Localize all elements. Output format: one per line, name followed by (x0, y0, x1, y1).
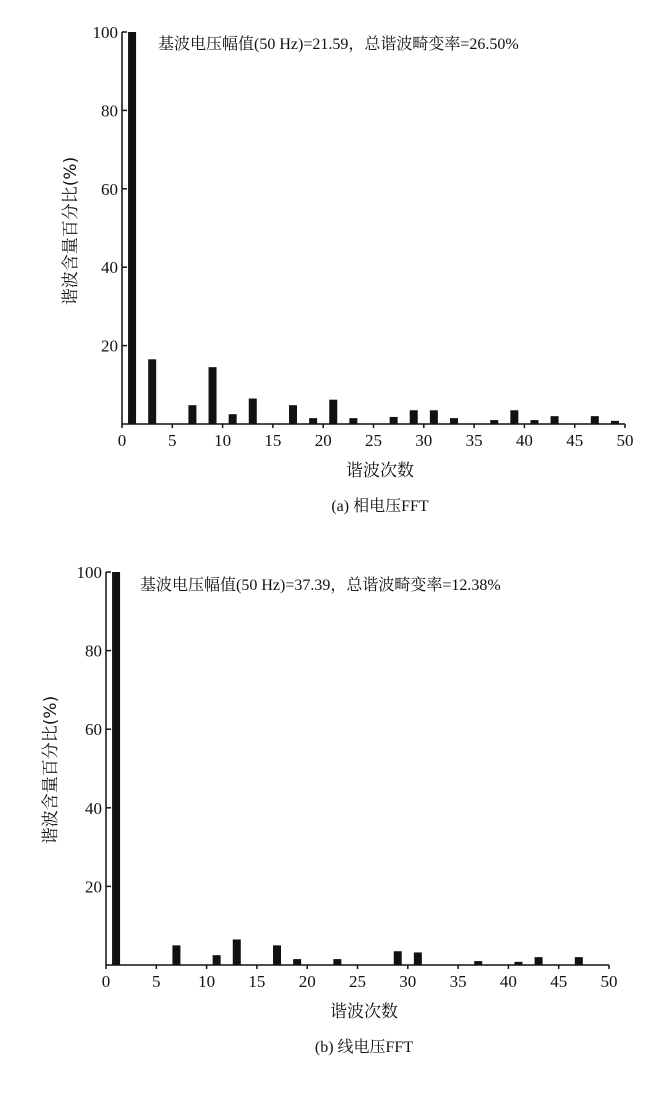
y-tick-label: 80 (101, 101, 118, 121)
x-tick-label: 20 (298, 972, 316, 991)
bar-harmonic-13 (249, 399, 257, 424)
bar-harmonic-49 (611, 421, 619, 424)
x-tick-label: 40 (515, 431, 533, 450)
y-axis-title: 谐波含量百分比(%) (61, 156, 81, 306)
annotation-text: 基波电压幅值(50 Hz)=21.59，总谐波畸变率=26.50% (158, 36, 519, 53)
bar-harmonic-11 (213, 955, 221, 965)
bar-harmonic-29 (410, 410, 418, 424)
bar-harmonic-17 (273, 945, 281, 965)
plot-area (77, 563, 618, 991)
bar-harmonic-43 (535, 957, 543, 965)
bar-harmonic-47 (591, 416, 599, 424)
bar-harmonic-37 (490, 420, 498, 424)
y-tick-label: 60 (85, 720, 102, 740)
bar-harmonic-33 (450, 418, 458, 424)
chart-caption: (a) 相电压FFT (331, 498, 429, 515)
bar-harmonic-39 (510, 410, 518, 424)
y-tick-label: 60 (101, 179, 118, 199)
y-tick-label: 100 (92, 23, 118, 42)
bar-harmonic-7 (172, 945, 180, 965)
x-tick-label: 35 (449, 972, 467, 991)
bar-harmonic-3 (148, 359, 156, 424)
bar-harmonic-11 (229, 414, 237, 424)
bar-harmonic-13 (233, 939, 241, 965)
chart-line-voltage-fft (0, 540, 664, 1060)
x-tick-label: 35 (465, 431, 483, 450)
x-tick-label: 30 (415, 431, 433, 450)
x-tick-label: 0 (117, 431, 127, 450)
x-tick-label: 45 (566, 431, 584, 450)
bar-harmonic-43 (551, 416, 559, 424)
bar-harmonic-19 (293, 959, 301, 965)
y-tick-label: 40 (101, 258, 118, 278)
x-tick-label: 40 (499, 972, 517, 991)
x-tick-label: 15 (264, 431, 282, 450)
x-tick-label: 10 (198, 972, 216, 991)
bar-harmonic-1 (112, 572, 120, 965)
y-axis-title: 谐波含量百分比(%) (41, 695, 61, 845)
x-tick-label: 25 (365, 431, 382, 450)
bar-harmonic-19 (309, 418, 317, 424)
x-tick-label: 20 (314, 431, 332, 450)
x-tick-label: 45 (550, 972, 568, 991)
y-tick-label: 40 (85, 798, 102, 818)
plot-area (93, 23, 634, 450)
bar-harmonic-23 (349, 418, 357, 424)
bar-harmonic-9 (209, 367, 217, 424)
x-axis-title: 谐波次数 (346, 461, 414, 481)
bar-harmonic-23 (333, 959, 341, 965)
bar-harmonic-37 (474, 961, 482, 965)
chart-caption: (b) 线电压FFT (314, 1039, 414, 1056)
bar-harmonic-47 (575, 957, 583, 965)
x-tick-label: 30 (399, 972, 417, 991)
x-axis-title: 谐波次数 (330, 1002, 398, 1022)
bar-harmonic-27 (390, 417, 398, 424)
x-tick-label: 5 (152, 972, 161, 991)
bar-harmonic-31 (414, 952, 422, 965)
bar-harmonic-29 (394, 951, 402, 965)
chart-phase-voltage-fft (0, 0, 664, 530)
bar-harmonic-21 (329, 400, 337, 424)
y-tick-label: 80 (85, 641, 102, 661)
y-tick-label: 20 (85, 877, 102, 897)
bar-harmonic-41 (514, 962, 522, 965)
y-tick-label: 20 (101, 336, 118, 356)
x-tick-label: 0 (101, 972, 111, 991)
x-tick-label: 5 (168, 431, 177, 450)
bar-harmonic-31 (430, 410, 438, 424)
x-tick-label: 50 (616, 431, 634, 450)
annotation-text: 基波电压幅值(50 Hz)=37.39，总谐波畸变率=12.38% (140, 577, 501, 594)
bar-harmonic-41 (530, 420, 538, 424)
y-tick-label: 100 (76, 563, 102, 582)
bar-harmonic-17 (289, 405, 297, 424)
bar-harmonic-7 (188, 405, 196, 424)
x-tick-label: 15 (248, 972, 266, 991)
x-tick-label: 50 (600, 972, 618, 991)
x-tick-label: 25 (349, 972, 366, 991)
x-tick-label: 10 (214, 431, 232, 450)
bar-harmonic-1 (128, 32, 136, 424)
